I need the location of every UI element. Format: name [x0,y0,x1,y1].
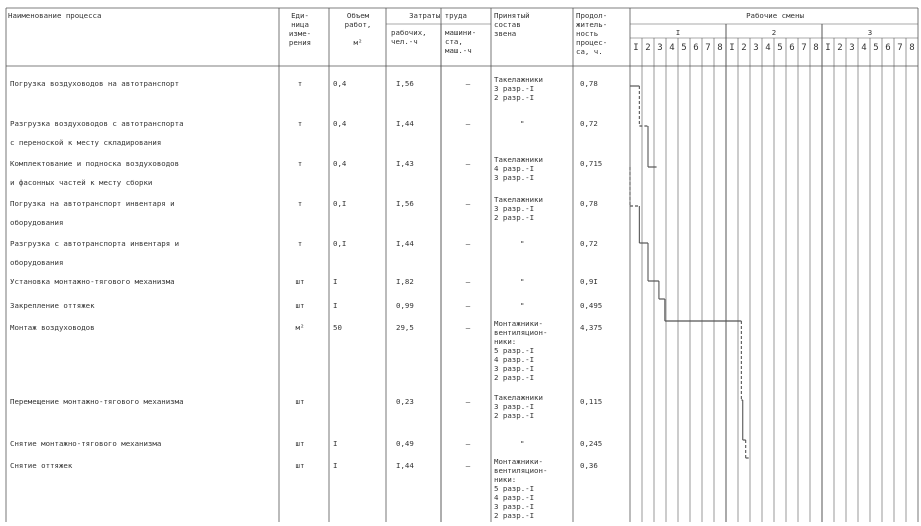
hour-label: 6 [885,43,891,53]
row-workers: 0,23 [396,397,414,406]
row-crew: " [520,119,525,128]
row-process-name: Монтаж воздуховодов [10,323,95,332]
hour-label: 7 [705,43,711,53]
row-process-name: Разгрузка воздуховодов с автотранспорта с переноской к месту складирования [10,119,184,147]
hour-label: 4 [765,43,771,53]
header-workers: рабочих, чел.-ч [391,28,427,46]
row-duration: 0,115 [580,397,603,406]
row-unit: т [297,119,303,128]
row-workers: I,43 [396,159,414,168]
row-crew: " [520,239,525,248]
row-machines: – [465,461,471,470]
hour-label: 3 [753,43,759,53]
row-unit: шт [295,301,305,310]
hour-label: I [825,43,831,53]
row-workers: 0,49 [396,439,414,448]
row-volume: I [333,277,338,286]
row-process-name: Снятие оттяжек [10,461,73,470]
hour-label: 3 [657,43,663,53]
row-machines: – [465,79,471,88]
row-machines: – [465,119,471,128]
row-workers: I,82 [396,277,414,286]
row-unit: шт [295,397,305,406]
row-process-name: Закрепление оттяжек [10,301,95,310]
row-workers: I,44 [396,119,414,128]
row-unit: т [297,199,303,208]
shift-label: 2 [771,28,777,37]
row-machines: – [465,323,471,332]
row-unit: т [297,159,303,168]
hour-label: 4 [669,43,675,53]
row-duration: 0,72 [580,119,598,128]
row-process-name: Разгрузка с автотранспорта инвентаря и оборудования [10,239,180,267]
row-crew: Монтажники- вентиляцион- ники: 5 разр.-I 4 разр.-I 3 разр.-I 2 разр.-I [494,319,548,382]
row-machines: – [465,439,471,448]
row-unit: т [297,239,303,248]
row-crew: " [520,301,525,310]
shift-label: 3 [867,28,873,37]
header-labor: Затраты труда [409,11,467,20]
row-volume: I [333,439,338,448]
row-duration: 0,78 [580,199,598,208]
hour-label: 6 [789,43,795,53]
row-machines: – [465,301,471,310]
row-volume: 50 [333,323,342,332]
row-volume: 0,4 [333,159,347,168]
row-workers: 0,99 [396,301,414,310]
row-duration: 4,375 [580,323,603,332]
hour-label: 2 [645,43,651,53]
header-volume: Объем работ, [344,11,372,29]
header-duration: Продол- житель- ность процес- са, ч. [576,11,608,56]
header-machines: машини- ста, маш.-ч [445,28,477,55]
row-workers: I,44 [396,239,414,248]
row-process-name: Установка монтажно-тягового механизма [10,277,175,286]
row-unit: м² [295,323,305,332]
row-duration: 0,715 [580,159,603,168]
header-crew: Принятый состав звена [494,11,530,38]
row-duration: 0,495 [580,301,603,310]
row-duration: 0,78 [580,79,598,88]
row-unit: шт [295,461,305,470]
row-machines: – [465,397,471,406]
row-machines: – [465,199,471,208]
row-volume: 0,I [333,199,347,208]
row-duration: 0,9I [580,277,598,286]
header-unit: Еди- ница изме- рения [288,11,312,47]
row-unit: шт [295,439,305,448]
header-name: Наименование процесса [8,11,102,20]
row-crew: " [520,277,525,286]
row-workers: I,44 [396,461,414,470]
row-volume: 0,I [333,239,347,248]
hour-label: I [729,43,735,53]
hour-label: 8 [909,43,915,53]
row-unit: шт [295,277,305,286]
row-crew: Такелажники 3 разр.-I 2 разр.-I [494,195,543,222]
row-crew: Такелажники 4 разр.-I 3 разр.-I [494,155,543,182]
shift-label: I [675,28,681,37]
hour-label: 4 [861,43,867,53]
header-volume-unit: м² [353,38,363,47]
row-volume: I [333,301,338,310]
row-crew: Такелажники 3 разр.-I 2 разр.-I [494,75,543,102]
row-machines: – [465,239,471,248]
row-duration: 0,36 [580,461,598,470]
row-volume: 0,4 [333,119,347,128]
header-shifts: Рабочие смены [746,11,804,20]
row-process-name: Перемещение монтажно-тягового механизма [10,397,184,406]
row-process-name: Комплектование и подноска воздуховодов и фасонных частей к месту сборки [10,159,180,187]
row-crew: Монтажники- вентиляцион- ники: 5 разр.-I 4 разр.-I 3 разр.-I 2 разр.-I [494,457,548,520]
row-duration: 0,245 [580,439,603,448]
row-machines: – [465,277,471,286]
hour-label: 8 [813,43,819,53]
row-crew: " [520,439,525,448]
hour-label: 7 [897,43,903,53]
hour-label: 3 [849,43,855,53]
row-unit: т [297,79,303,88]
row-workers: I,56 [396,79,414,88]
row-volume: 0,4 [333,79,347,88]
hour-label: 2 [837,43,843,53]
row-process-name: Погрузка на автотранспорт инвентаря и оборудования [10,199,175,227]
row-duration: 0,72 [580,239,598,248]
row-process-name: Снятие монтажно-тягового механизма [10,439,162,448]
row-volume: I [333,461,338,470]
row-process-name: Погрузка воздуховодов на автотранспорт [10,79,180,88]
hour-label: I [633,43,639,53]
row-crew: Такелажники 3 разр.-I 2 разр.-I [494,393,543,420]
hour-label: 5 [873,43,879,53]
hour-label: 5 [681,43,687,53]
row-workers: I,56 [396,199,414,208]
hour-label: 8 [717,43,723,53]
hour-label: 7 [801,43,807,53]
row-machines: – [465,159,471,168]
row-workers: 29,5 [396,323,414,332]
hour-label: 2 [741,43,747,53]
hour-label: 5 [777,43,783,53]
hour-label: 6 [693,43,699,53]
